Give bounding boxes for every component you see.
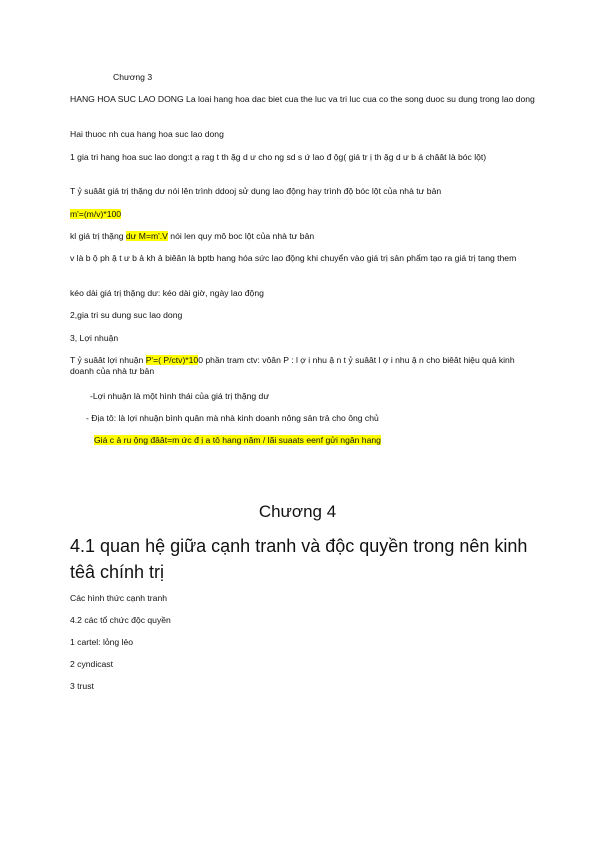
paragraph-profit-rate — [70, 355, 540, 377]
section-4-1-heading: 4.1 quan hệ giữa cạnh tranh và độc quyền trong nên kinh têâ chính trị — [70, 536, 528, 582]
paragraph-value: 1 gia tri hang hoa suc lao dong:t ạ rag t th ặg d ư cho ng sd s ứ lao đ ộg( giá tr ị th ặg d ư b á châât là bóc lột) — [70, 152, 487, 162]
list-item-trust: 3 trust — [70, 681, 94, 691]
chapter-3-title: Chương 3 — [113, 72, 153, 82]
list-item-cyndicast: 2 cyndicast — [70, 659, 113, 669]
paragraph-use-value: 2,gia tri su dung suc lao dong — [70, 310, 183, 320]
paragraph-competition-forms: Các hình thức cạnh tranh — [70, 593, 167, 603]
formula-surplus-rate — [70, 209, 540, 220]
paragraph-surplus-rate: T ỷ suâât giá trị thặng dư nói lên trình ddooj sử dụng lao động hay trình độ bóc lột của nhà tư bản — [70, 186, 442, 196]
paragraph-profit-form: -Lợi nhuận là một hình thái của giá trị thặng dư — [90, 391, 270, 401]
paragraph-definition: HANG HOA SUC LAO DONG La loai hang hoa dac biet cua the luc va tri luc cua co the song duoc su dung trong lao dong — [70, 94, 535, 104]
highlighted-formula: Giá c ả ru ộng đâât=m ức đ ị a tô hang năm / lãi suaats eenf gửi ngân hang — [94, 435, 381, 445]
list-item-cartel: 1 cartel: lỏng lẻo — [70, 637, 134, 647]
paragraph-surplus-mass — [70, 231, 540, 242]
highlighted-formula: dư M=m'.V — [125, 231, 168, 241]
text-segment: T ỷ suâât lợi nhuận — [70, 355, 146, 365]
text-segment: nói len quy mô boc lột của nhà tư bản — [167, 231, 315, 241]
paragraph-land-price — [94, 435, 564, 446]
paragraph-extend: kéo dài giá trị thặng dư: kéo dài giờ, ngày lao động — [70, 288, 264, 298]
text-segment: 0 phần tram ctv: vôân P : l ợ i nhu ậ n t ỷ suâât l ợ i nhu ậ n cho biêât hiệu quả kinh doanh của nhà tư bản — [70, 355, 515, 376]
paragraph-two-properties: Hai thuoc nh cua hang hoa suc lao dong — [70, 129, 224, 139]
highlighted-formula: m'=(m/v)*100 — [70, 209, 122, 219]
paragraph-profit-heading: 3, Lợi nhuận — [70, 333, 119, 343]
chapter-4-title: Chương 4 — [258, 502, 337, 521]
highlighted-formula: P'=( P/ctv)*10 — [145, 355, 199, 365]
paragraph-land-rent: - Địa tô: là lợi nhuận bình quân mà nhà kinh doanh nông sản trả cho ông chủ — [86, 413, 379, 423]
paragraph-variable-capital: v là b ộ ph ậ t ư b ả kh ả biêân là bptb hang hóa sức lao động khi chuyển vào giá trị sản phẩm tạo ra giá trị tang them — [70, 253, 517, 263]
paragraph-monopoly-orgs: 4.2 các tổ chức độc quyền — [70, 615, 171, 625]
text-segment: kl giá trị thặng — [70, 231, 126, 241]
